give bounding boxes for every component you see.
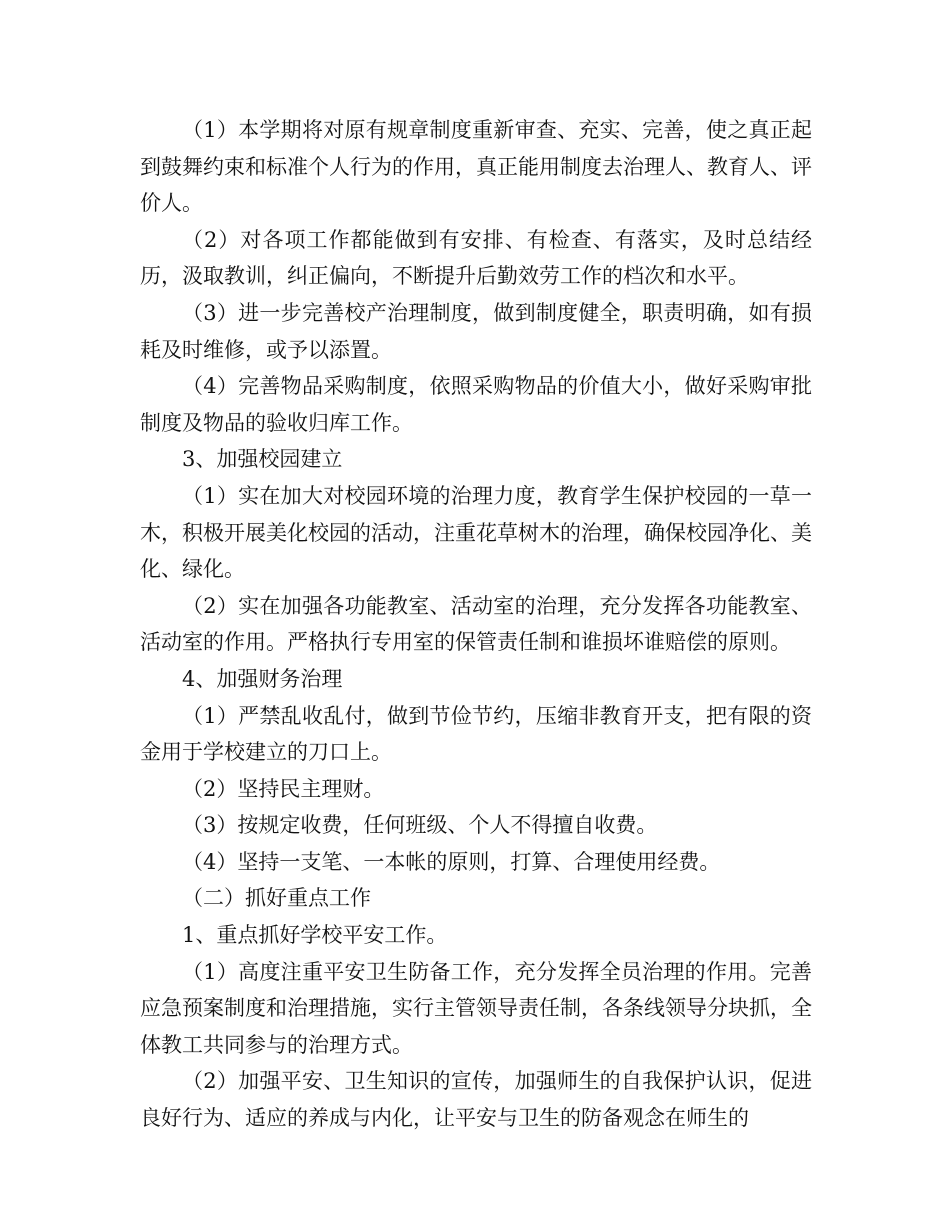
paragraph-school-property: （3）进一步完善校产治理制度，做到制度健全，职责明确，如有损耗及时维修，或予以添置。 xyxy=(140,300,812,362)
paragraph-finance-budget: （4）坚持一支笔、一本帐的原则，打算、合理使用经费。 xyxy=(182,849,721,874)
paragraph-finance-democracy: （2）坚持民主理财。 xyxy=(182,776,385,801)
paragraph-work-arrangement: （2）对各项工作都能做到有安排、有检查、有落实，及时总结经历，汲取教训，纠正偏向，不断提升后勤效劳工作的档次和水平。 xyxy=(140,227,812,289)
paragraph-procurement: （4）完善物品采购制度，依照采购物品的价值大小，做好采购审批制度及物品的验收归库工作。 xyxy=(140,374,812,435)
paragraph-safety-prevention: （1）高度注重平安卫生防备工作，充分发挥全员治理的作用。完善应急预案制度和治理措施，实行主管领导责任制，各条线领导分块抓，全体教工共同参与的治理方式。 xyxy=(140,959,812,1057)
paragraph-rules-review: （1）本学期将对原有规章制度重新审查、充实、完善，使之真正起到鼓舞约束和标准个人行为的作用，真正能用制度去治理人、教育人、评价人。 xyxy=(140,118,812,216)
section-heading-key-work: （二）抓好重点工作 xyxy=(182,886,371,911)
subsection-heading-safety: 1、重点抓好学校平安工作。 xyxy=(182,923,448,948)
paragraph-function-rooms: （2）实在加强各功能教室、活动室的治理，充分发挥各功能教室、活动室的作用。严格执行专用室的保管责任制和谁损坏谁赔偿的原则。 xyxy=(140,593,812,655)
document-body xyxy=(140,112,812,1137)
section-heading-finance: 4、加强财务治理 xyxy=(182,666,343,691)
section-heading-campus: 3、加强校园建立 xyxy=(182,447,343,472)
paragraph-finance-spending: （1）严禁乱收乱付，做到节俭节约，压缩非教育开支，把有限的资金用于学校建立的刀口上。 xyxy=(140,703,812,765)
paragraph-campus-environment: （1）实在加大对校园环境的治理力度，教育学生保护校园的一草一木，积极开展美化校园的活动，注重花草树木的治理，确保校园净化、美化、绿化。 xyxy=(140,483,812,582)
paragraph-finance-fees: （3）按规定收费，任何班级、个人不得擅自收费。 xyxy=(182,813,658,838)
paragraph-safety-education: （2）加强平安、卫生知识的宣传，加强师生的自我保护认识，促进良好行为、适应的养成与内化，让平安与卫生的防备观念在师生的 xyxy=(140,1069,812,1131)
